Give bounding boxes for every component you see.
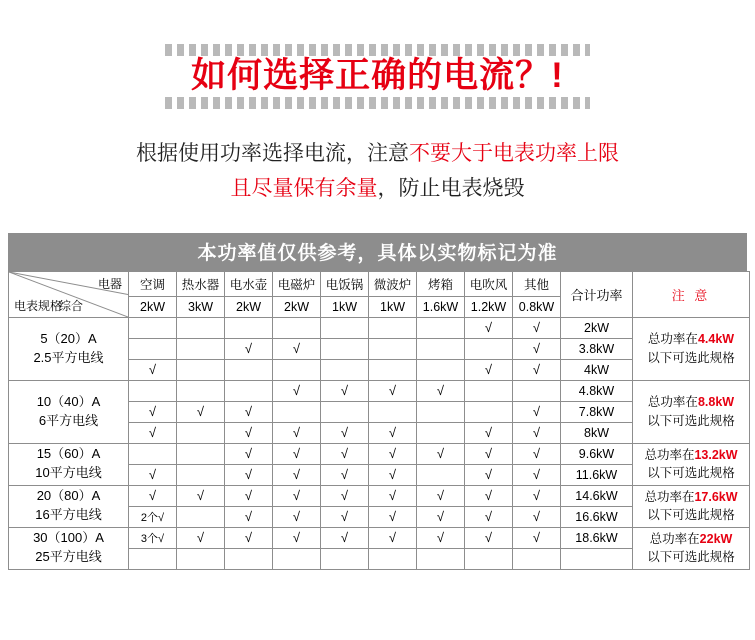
meter-spec-current: 30（100）A [33,530,104,546]
meter-spec-cell-1 [9,380,129,443]
check-cell [369,548,417,569]
check-cell [417,338,465,359]
subtitle-line1-plain: 根据使用功率选择电流，注意 [136,142,409,166]
check-cell: √ [225,485,273,506]
note-cell-2 [633,443,750,485]
check-cell: √ [225,443,273,464]
total-power-cell: 8kW [561,422,633,443]
check-cell: √ [273,338,321,359]
check-cell [177,380,225,401]
check-cell [369,317,417,338]
appliance-name-0: 空调 [129,271,177,296]
check-cell: √ [321,506,369,527]
check-cell [225,380,273,401]
check-cell: √ [513,317,561,338]
check-cell [129,338,177,359]
check-cell: √ [465,527,513,548]
check-cell [417,422,465,443]
check-cell: √ [129,359,177,380]
note-line-1 [633,488,749,506]
appliance-name-4: 电饭锅 [321,271,369,296]
appliance-power-4: 1kW [321,296,369,317]
check-cell: √ [321,464,369,485]
check-cell: √ [177,401,225,422]
appliance-name-1: 热水器 [177,271,225,296]
corner-label-combined: 综合 [59,298,84,313]
check-cell [321,548,369,569]
check-cell: √ [225,506,273,527]
check-cell: √ [417,443,465,464]
check-cell: √ [273,380,321,401]
check-cell: √ [321,443,369,464]
note-prefix: 总功率在 [644,489,695,504]
check-cell [513,380,561,401]
check-cell [417,317,465,338]
table-row [9,485,750,506]
meter-spec-wire: 16平方电线 [35,507,102,523]
corner-label-appliance: 电器 [97,276,122,291]
table-head [9,271,750,317]
total-power-header: 合计功率 [561,271,633,317]
note-line-1 [633,393,749,411]
check-cell: √ [273,443,321,464]
check-cell: √ [465,485,513,506]
note-prefix: 总功率在 [644,447,695,462]
check-cell [177,317,225,338]
subtitle-line2-plain: ，防止电表烧毁 [377,176,525,200]
note-line-1 [633,530,749,548]
check-cell [129,380,177,401]
check-cell: √ [273,527,321,548]
meter-spec-current: 20（80）A [36,488,101,504]
page-root [0,44,755,640]
check-cell: √ [513,485,561,506]
note-cell-3 [633,485,750,527]
appliance-power-3: 2kW [273,296,321,317]
total-power-cell: 4.8kW [561,380,633,401]
check-cell [417,401,465,422]
check-cell: √ [417,527,465,548]
table-row [9,443,750,464]
check-cell [321,401,369,422]
note-line-2: 以下可选此规格 [647,466,735,481]
subtitle-line1-highlight: 不要大于电表功率上限 [409,142,619,166]
appliance-name-6: 烤箱 [417,271,465,296]
note-power-limit: 4.4kW [697,332,735,347]
appliance-name-8: 其他 [513,271,561,296]
check-cell: √ [465,317,513,338]
check-cell: √ [129,464,177,485]
total-power-cell [561,548,633,569]
check-cell [177,359,225,380]
meter-spec-wire: 10平方电线 [35,465,102,481]
check-cell [177,338,225,359]
total-power-cell: 9.6kW [561,443,633,464]
title-decorated-box [165,44,590,109]
check-cell: √ [225,527,273,548]
check-cell [177,506,225,527]
check-cell [465,380,513,401]
check-cell: √ [513,422,561,443]
total-power-cell: 4kW [561,359,633,380]
check-cell: √ [273,422,321,443]
title-section [0,44,755,109]
note-line-1 [633,446,749,464]
check-cell [273,317,321,338]
meter-spec-cell-2 [9,443,129,485]
note-power-limit: 13.2kW [694,447,738,462]
check-cell: √ [513,464,561,485]
check-cell: √ [513,359,561,380]
page-title: 如何选择正确的电流？! [191,56,564,95]
check-cell [417,464,465,485]
check-cell [129,443,177,464]
check-cell: √ [513,401,561,422]
check-cell: √ [225,338,273,359]
note-cell-0 [633,317,750,380]
check-cell: √ [321,422,369,443]
check-cell: √ [465,359,513,380]
table-row [9,380,750,401]
appliance-name-7: 电吹风 [465,271,513,296]
check-cell: √ [513,506,561,527]
note-line-1 [633,330,749,348]
note-prefix: 总功率在 [647,395,698,410]
check-cell: √ [513,338,561,359]
check-cell [129,317,177,338]
note-line-2: 以下可选此规格 [647,508,735,523]
check-cell [273,359,321,380]
total-power-cell: 18.6kW [561,527,633,548]
check-cell: √ [225,464,273,485]
check-cell: √ [369,485,417,506]
table-body [9,317,750,569]
total-power-cell: 11.6kW [561,464,633,485]
check-cell [177,548,225,569]
check-cell: √ [417,485,465,506]
power-reference-table [8,271,750,570]
appliance-power-1: 3kW [177,296,225,317]
check-cell: √ [321,527,369,548]
check-cell [369,401,417,422]
meter-spec-wire: 6平方电线 [38,412,99,428]
table-row [9,527,750,548]
check-cell [273,548,321,569]
check-cell: √ [369,443,417,464]
check-cell [369,338,417,359]
check-cell [417,548,465,569]
check-cell [465,338,513,359]
note-line-2: 以下可选此规格 [647,413,735,428]
check-cell [417,359,465,380]
appliance-power-5: 1kW [369,296,417,317]
check-cell [321,359,369,380]
meter-spec-current: 5（20）A [40,330,97,346]
total-power-cell: 16.6kW [561,506,633,527]
check-cell [369,359,417,380]
subtitle-line2-highlight: 且尽量保有余量 [230,176,378,200]
check-cell [225,317,273,338]
check-cell [225,359,273,380]
meter-spec-cell-0 [9,317,129,380]
meter-spec-cell-4 [9,527,129,569]
appliance-power-2: 2kW [225,296,273,317]
check-cell: √ [465,464,513,485]
check-cell [321,338,369,359]
note-cell-4 [633,527,750,569]
check-cell [177,422,225,443]
check-cell [225,548,273,569]
total-power-cell: 7.8kW [561,401,633,422]
check-cell: 2个√ [129,506,177,527]
check-cell: √ [321,485,369,506]
appliance-name-5: 微波炉 [369,271,417,296]
meter-spec-current: 15（60）A [36,446,101,462]
check-cell: √ [465,506,513,527]
check-cell: √ [369,506,417,527]
check-cell: √ [369,527,417,548]
appliance-name-3: 电磁炉 [273,271,321,296]
appliance-power-8: 0.8kW [513,296,561,317]
appliance-power-7: 1.2kW [465,296,513,317]
total-power-cell: 2kW [561,317,633,338]
meter-spec-current: 10（40）A [36,393,101,409]
check-cell: √ [513,443,561,464]
check-cell: √ [369,422,417,443]
check-cell: √ [417,506,465,527]
note-cell-1 [633,380,750,443]
note-header: 注 意 [633,271,750,317]
subtitle-block [0,137,755,206]
check-cell: √ [273,506,321,527]
check-cell [273,401,321,422]
meter-spec-wire: 25平方电线 [35,549,102,565]
check-cell [465,548,513,569]
check-cell: 3个√ [129,527,177,548]
meter-spec-wire: 2.5平方电线 [33,349,104,365]
table-row [9,317,750,338]
header-row-names [9,271,750,296]
note-power-limit: 22kW [699,531,733,546]
corner-label-meter-spec: 电表规格 [14,298,63,313]
check-cell [513,548,561,569]
meter-spec-cell-3 [9,485,129,527]
check-cell [177,464,225,485]
check-cell: √ [417,380,465,401]
check-cell: √ [225,401,273,422]
subtitle-line2 [0,172,755,207]
check-cell: √ [177,527,225,548]
appliance-power-6: 1.6kW [417,296,465,317]
check-cell: √ [465,422,513,443]
table-corner-cell [9,271,129,317]
check-cell: √ [129,422,177,443]
check-cell: √ [369,380,417,401]
table-banner: 本功率值仅供参考，具体以实物标记为准 [8,233,747,271]
check-cell [465,401,513,422]
check-cell: √ [273,485,321,506]
check-cell: √ [369,464,417,485]
check-cell: √ [177,485,225,506]
check-cell: √ [465,443,513,464]
check-cell [321,317,369,338]
appliance-name-2: 电水壶 [225,271,273,296]
note-prefix: 总功率在 [649,531,700,546]
note-power-limit: 8.8kW [697,395,735,410]
check-cell [129,548,177,569]
note-line-2: 以下可选此规格 [647,550,735,565]
check-cell [177,443,225,464]
check-cell: √ [129,485,177,506]
check-cell: √ [273,464,321,485]
check-cell: √ [513,527,561,548]
check-cell: √ [321,380,369,401]
total-power-cell: 3.8kW [561,338,633,359]
note-power-limit: 17.6kW [694,489,738,504]
check-cell: √ [129,401,177,422]
note-line-2: 以下可选此规格 [647,350,735,365]
total-power-cell: 14.6kW [561,485,633,506]
check-cell: √ [225,422,273,443]
note-prefix: 总功率在 [647,332,698,347]
appliance-power-0: 2kW [129,296,177,317]
